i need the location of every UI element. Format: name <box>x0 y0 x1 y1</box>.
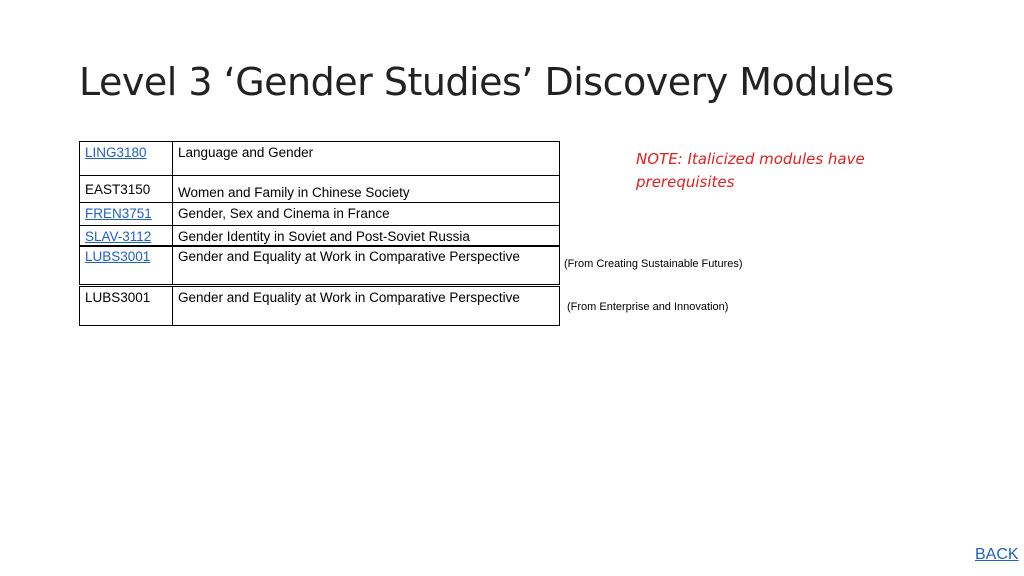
module-table-slav3112 <box>79 225 560 247</box>
back-link[interactable]: BACK <box>975 546 1019 563</box>
module-table-lubs3001-linked <box>79 245 560 285</box>
module-table-lubs3001-plain <box>79 286 560 326</box>
table-row <box>80 246 560 285</box>
module-table-east3150 <box>79 175 560 203</box>
module-code-link[interactable]: FREN3751 <box>85 206 152 221</box>
module-source-note: (From Enterprise and Innovation) <box>567 301 729 313</box>
module-code-cell <box>80 246 173 285</box>
module-code-link[interactable]: SLAV-3112 <box>85 229 152 244</box>
table-row <box>80 176 560 203</box>
table-row <box>80 226 560 247</box>
module-code-link[interactable]: LING3180 <box>85 145 147 160</box>
module-title-cell: Gender and Equality at Work in Comparative Perspective <box>173 287 560 326</box>
module-code-cell <box>80 176 173 203</box>
table-row <box>80 203 560 226</box>
table-row <box>80 287 560 326</box>
module-code-text: EAST3150 <box>85 182 151 197</box>
module-title-cell: Gender, Sex and Cinema in France <box>173 203 560 226</box>
module-code-link[interactable]: LUBS3001 <box>85 249 151 264</box>
module-title-cell: Women and Family in Chinese Society <box>173 176 560 203</box>
module-code-text: LUBS3001 <box>85 290 151 305</box>
module-title-cell: Gender and Equality at Work in Comparative Perspective <box>173 246 560 285</box>
module-table-fren3751 <box>79 202 560 226</box>
module-code-cell <box>80 287 173 326</box>
table-row <box>80 142 560 176</box>
module-title-cell: Language and Gender <box>173 142 560 176</box>
module-source-note: (From Creating Sustainable Futures) <box>564 258 743 270</box>
slide-title: Level 3 ‘Gender Studies’ Discovery Modules <box>79 60 894 104</box>
module-code-cell <box>80 142 173 176</box>
module-code-cell <box>80 226 173 247</box>
module-title-cell: Gender Identity in Soviet and Post-Soviet Russia <box>173 226 560 247</box>
prerequisite-note: NOTE: Italicized modules have prerequisites <box>636 150 865 191</box>
module-table-ling3180 <box>79 141 560 176</box>
module-code-cell <box>80 203 173 226</box>
